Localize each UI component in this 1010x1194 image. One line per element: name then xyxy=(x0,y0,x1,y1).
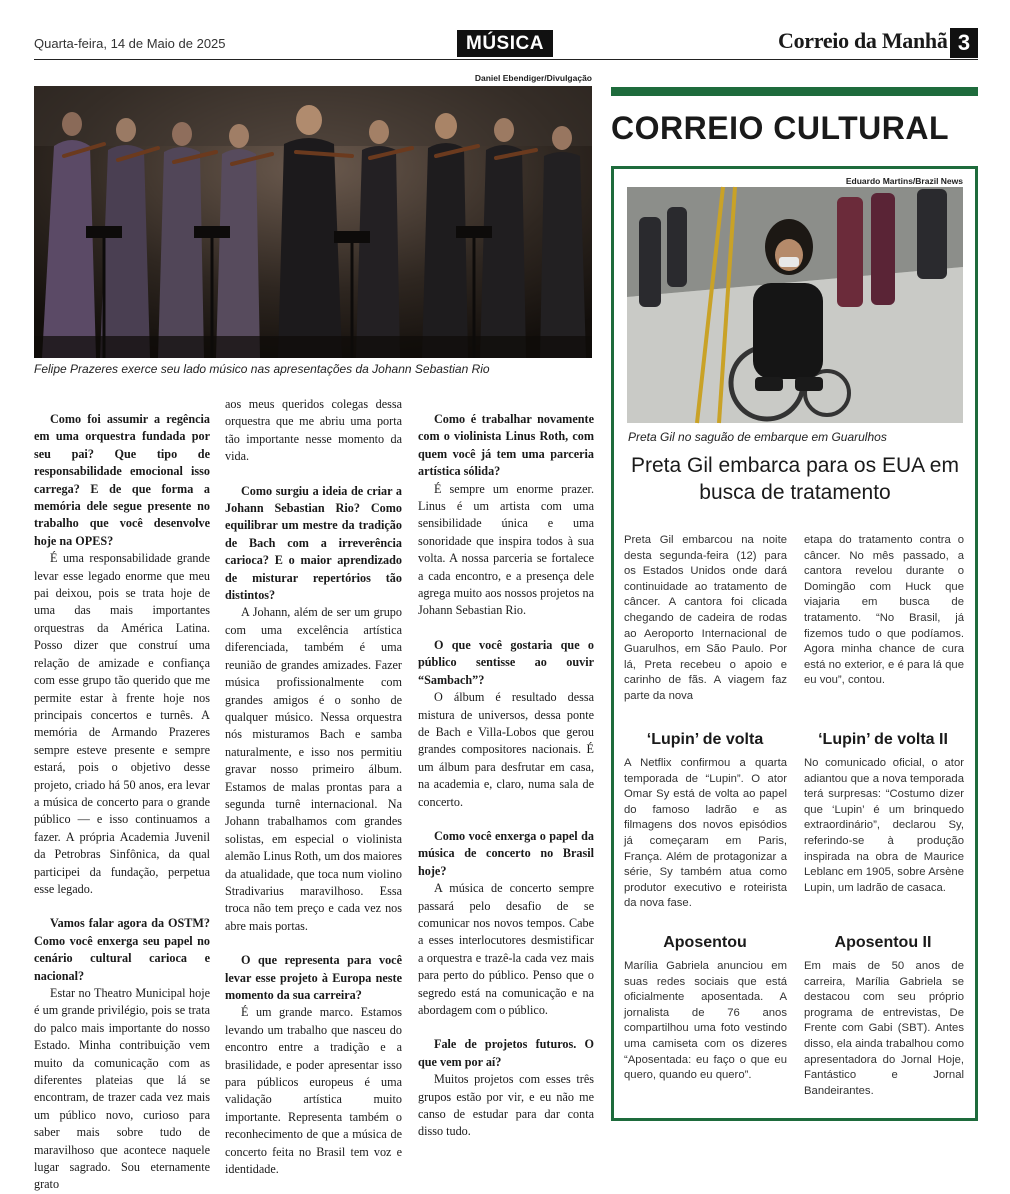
brief-1-text: A Netflix confirmou a quarta temporada de “Lupin”. O ator Omar Sy está de volta ao papel do famoso ladrão e as filmagens dos novos episódios já começaram em Paris, França. Além de protagonizar a série, Sy também atua como produtor executivo e roteirista da nova fase. xyxy=(624,757,787,910)
interview-column-3 xyxy=(418,411,594,1141)
interview-question: Como você enxerga o papel da música de concerto no Brasil hoje? xyxy=(418,828,594,878)
interview-answer: É uma responsabilidade grande levar esse legado enorme que meu pai deixou, pois se trata hoje de uma das mais importantes orquestras da América Latina. Posso dizer que construí uma relação de amizade e confiança com esse grupo tão querido que me permite estar à frente hoje nos principais concertos e turnês. A memória de Armando Prazeres sempre esteve presente e sempre estará, pois o objetivo desse projeto, criado há 50 anos, era levar a música de concerto para o grande público — e isso continuamos a fazer. A própria Academia Juvenil da Petrobras Sinfônica, da qual participei da fundação, perpetua esse legado. xyxy=(34,551,210,896)
interview-question: O que você gostaria que o público sentisse ao ouvir “Sambach”? xyxy=(418,637,594,687)
airport-photo xyxy=(627,187,963,423)
interview-answer: Muitos projetos com esses três grupos estão por vir, e eu não me canso de estudar para dar conta disso tudo. xyxy=(418,1072,594,1139)
orchestra-photo xyxy=(34,86,592,358)
brief-1-title: ‘Lupin’ de volta xyxy=(646,731,764,748)
interview-question: Como surgiu a ideia de criar a Johann Sebastian Rio? Como equilibrar um mestre da tradição de Bach com a irreverência carioca? E o maior aprendizado de misturar repertórios tão distintos? xyxy=(225,483,402,603)
sidebar-section-title: CORREIO CULTURAL xyxy=(611,110,950,146)
section-label: MÚSICA xyxy=(457,30,553,57)
interview-answer: aos meus queridos colegas dessa orquestra que me abriu uma porta tão importante nesse momento da vida. xyxy=(225,397,402,464)
main-photo-caption: Felipe Prazeres exerce seu lado músico nas apresentações da Johann Sebastian Rio xyxy=(34,362,490,376)
sidebar-photo-caption: Preta Gil no saguão de embarque em Guarulhos xyxy=(628,430,887,444)
interview-question: Vamos falar agora da OSTM? Como você enxerga seu papel no cenário cultural carioca e nacional? xyxy=(34,916,210,983)
page-number: 3 xyxy=(950,28,978,58)
brief-4-title: Aposentou II xyxy=(834,934,932,951)
brief-4-text: Em mais de 50 anos de carreira, Marília Gabriela se destacou com seu próprio programa de entrevistas, De Frente com Gabi (SBT). Antes disso, ela ainda trabalhou como apresentadora do Jornal Hoje, Fantástico e Jornal Bandeirantes. xyxy=(804,960,964,1097)
main-photo-credit: Daniel Ebendiger/Divulgação xyxy=(474,73,592,83)
section-rule xyxy=(611,87,978,96)
interview-question: Fale de projetos futuros. O que vem por aí? xyxy=(418,1037,594,1069)
orchestra-illustration xyxy=(34,86,592,358)
interview-answer: É sempre um enorme prazer. Linus é um artista com uma sensibilidade única e uma sonoridade que inspira todos à sua volta. A nossa parceria se fortalece a cada encontro, e a presença dele agrega muito aos nossos projetos na Johann Sebastian Rio. xyxy=(418,481,594,618)
interview-answer: O álbum é resultado dessa mistura de universos, dessa ponte de Bach e Villa-Lobos que gerou grandes compositores nacionais. É um álbum para desfrutar em casa, na academia e, claro, numa sala de concerto. xyxy=(418,690,594,809)
story-column-1: Preta Gil embarcou na noite desta segunda-feira (12) para os Estados Unidos onde dará continuidade ao tratamento de câncer. A cantora foi clicada chegando de cadeira de rodas ao Aeroporto Internacional de Guarulhos, em São Paulo. Por lá, Preta recebeu o apoio e carinho de fãs. A viagem faz parte da nova xyxy=(624,534,787,702)
page-header xyxy=(34,28,978,60)
interview-question: O que representa para você levar esse projeto à Europa neste momento da sua carreira? xyxy=(225,953,402,1002)
sidebar-photo-credit: Eduardo Martins/Brazil News xyxy=(845,176,963,186)
interview-answer: A música de concerto sempre passará pelo desafio de se comunicar nos novos tempos. Cabe a esses interlocutores desmistificar a orquestra e trazê-la cada vez mais para perto do público. Penso que o segredo está na comunicação e na abordagem com o público. xyxy=(418,881,594,1017)
brief-3-text: Marília Gabriela anunciou em suas redes sociais que está oficialmente aposentada. A jornalista de 76 anos compartilhou uma foto vestindo uma camiseta com os dizeres “Aposentada: eu faço o que eu quero, quando eu quero”. xyxy=(624,960,787,1082)
brief-3-title: Aposentou xyxy=(663,934,747,951)
interview-question: Como foi assumir a regência em uma orquestra fundada por seu pai? Que tipo de responsabilidade emocional isso carrega? E de que forma a memória dele segue presente no trabalho que você desenvolve hoje na OPES? xyxy=(34,412,210,548)
interview-answer: É um grande marco. Estamos levando um trabalho que nasceu do encontro entre a tradição e a brasilidade, e poder apresentar isso para públicos europeus é uma validação artística muito importante. Representa também o reconhecimento de que a música de concerto feita no Brasil tem voz e identidade. xyxy=(225,1005,402,1177)
newspaper-masthead: Correio da Manhã xyxy=(778,28,948,53)
sidebar-headline: Preta Gil embarca para os EUA em busca de tratamento xyxy=(631,454,959,504)
interview-column-2 xyxy=(225,396,402,1178)
airport-illustration xyxy=(627,187,963,423)
interview-column-1 xyxy=(34,411,210,1194)
interview-question: Como é trabalhar novamente com o violinista Linus Roth, com quem você já tem uma parceria artística sólida? xyxy=(418,412,594,479)
interview-answer: A Johann, além de ser um grupo com uma excelência artística diferenciada, também é uma reunião de grandes amizades. Fazer música profissionalmente com grandes amigos é o sonho de qualquer músico. Nessa orquestra nós misturamos Bach e samba naturalmente, e isso nos permitiu gravar nosso primeiro álbum. Estamos de malas prontas para a segunda turnê internacional. Na Johann trabalhamos com grandes solistas, em especial o violinista alemão Linus Roth, um dos maiores da atualidade, que toca num violino Stradivarius maravilhoso. Essa troca não tem preço e cada vez nos abre mais portas. xyxy=(225,605,402,933)
brief-2-title: ‘Lupin’ de volta II xyxy=(818,731,948,748)
interview-answer: Estar no Theatro Municipal hoje é um grande privilégio, pois se trata do palco mais importante do nosso Estado. Minha contribuição vem muito da comunicação com as diferentes plateias que lá se encontram, de trazer cada vez mais um público novo, curioso para saber mais sobre tudo de maravilhoso que acontece naquele lugar sagrado. Sou eternamente grato xyxy=(34,986,210,1192)
brief-2-text: No comunicado oficial, o ator adiantou que a nova temporada terá surpresas: “Costumo dizer que ‘Lupin’ é um brinquedo extraordinário”, declarou Sy, referindo-se à produção inspirada na obra de Maurice Leblanc em 1905, sobre Arsène Lupin, um ladrão de casaca. xyxy=(804,757,964,894)
story-column-2: etapa do tratamento contra o câncer. No mês passado, a cantora revelou durante o Domingão com Huck que viajaria em busca de tratamento. “No Brasil, já fizemos tudo o que podíamos. Agora minha chance de cura está no exterior, e é para lá que eu vou”, contou. xyxy=(804,534,964,687)
issue-date: Quarta-feira, 14 de Maio de 2025 xyxy=(34,36,226,51)
